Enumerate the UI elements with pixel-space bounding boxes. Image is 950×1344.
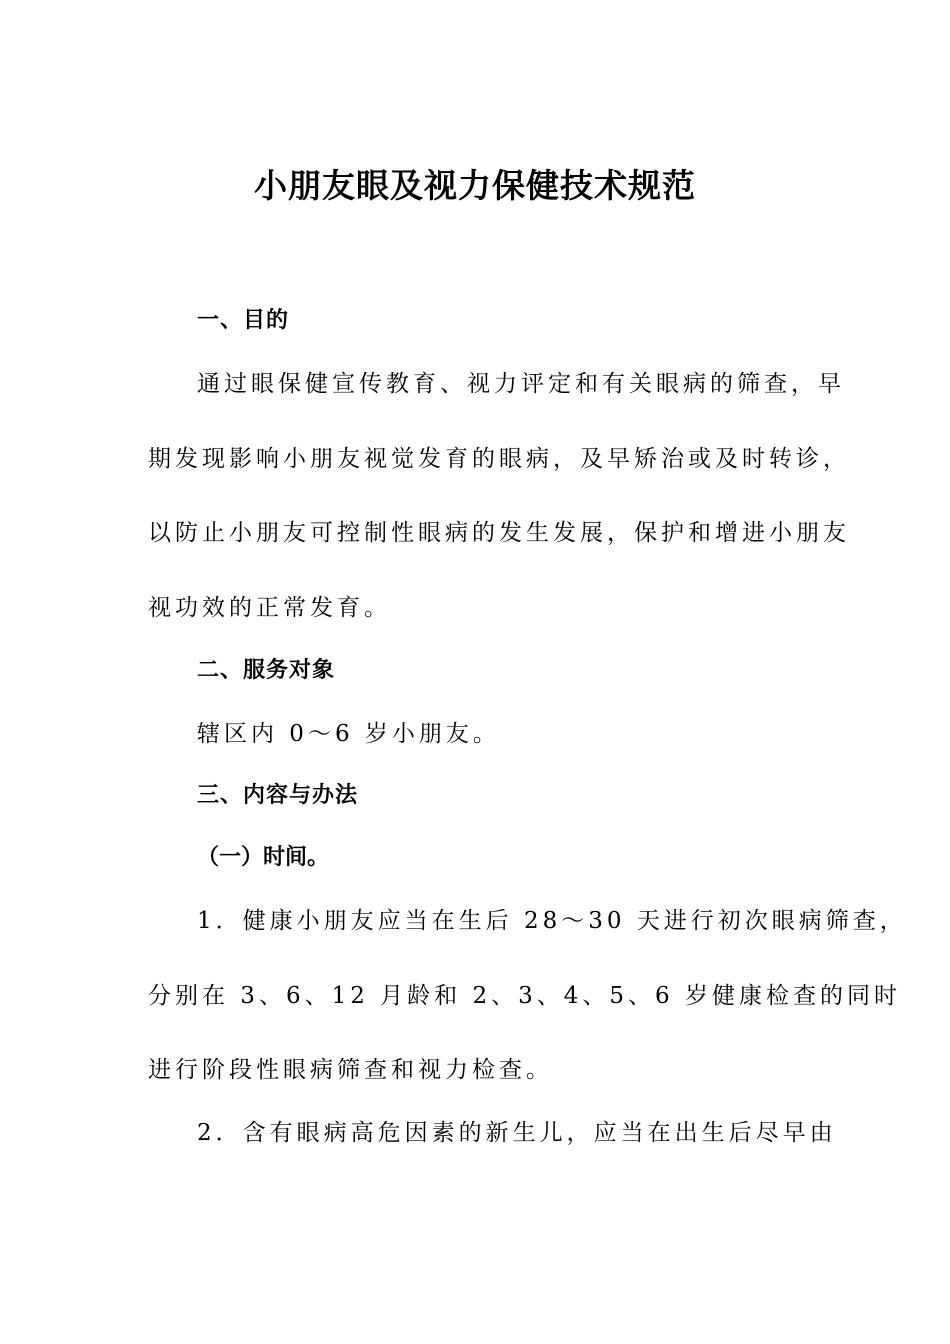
paragraph-line: 通过眼保健宣传教育、视力评定和有关眼病的筛查，早 xyxy=(197,371,845,397)
paragraph-line: 辖区内 0～6 岁小朋友。 xyxy=(197,721,500,747)
sub-heading-time: （一）时间。 xyxy=(197,845,330,870)
paragraph-line: 期发现影响小朋友视觉发育的眼病，及早矫治或及时转诊， xyxy=(148,446,850,472)
section-heading-content-method: 三、内容与办法 xyxy=(197,783,359,808)
paragraph-line: 1．健康小朋友应当在生后 28～30 天进行初次眼病筛查， xyxy=(197,908,907,934)
section-heading-service-target: 二、服务对象 xyxy=(197,658,336,683)
paragraph-line: 分别在 3、6、12 月龄和 2、3、4、5、6 岁健康检查的同时 xyxy=(148,983,901,1009)
paragraph-line: 2．含有眼病高危因素的新生儿，应当在出生后尽早由 xyxy=(197,1120,837,1146)
section-heading-purpose: 一、目的 xyxy=(197,308,290,333)
document-title: 小朋友眼及视力保健技术规范 xyxy=(254,166,696,205)
paragraph-line: 以防止小朋友可控制性眼病的发生发展，保护和增进小朋友 xyxy=(148,520,850,546)
paragraph-line: 进行阶段性眼病筛查和视力检查。 xyxy=(148,1057,553,1083)
paragraph-line: 视功效的正常发育。 xyxy=(148,595,391,621)
